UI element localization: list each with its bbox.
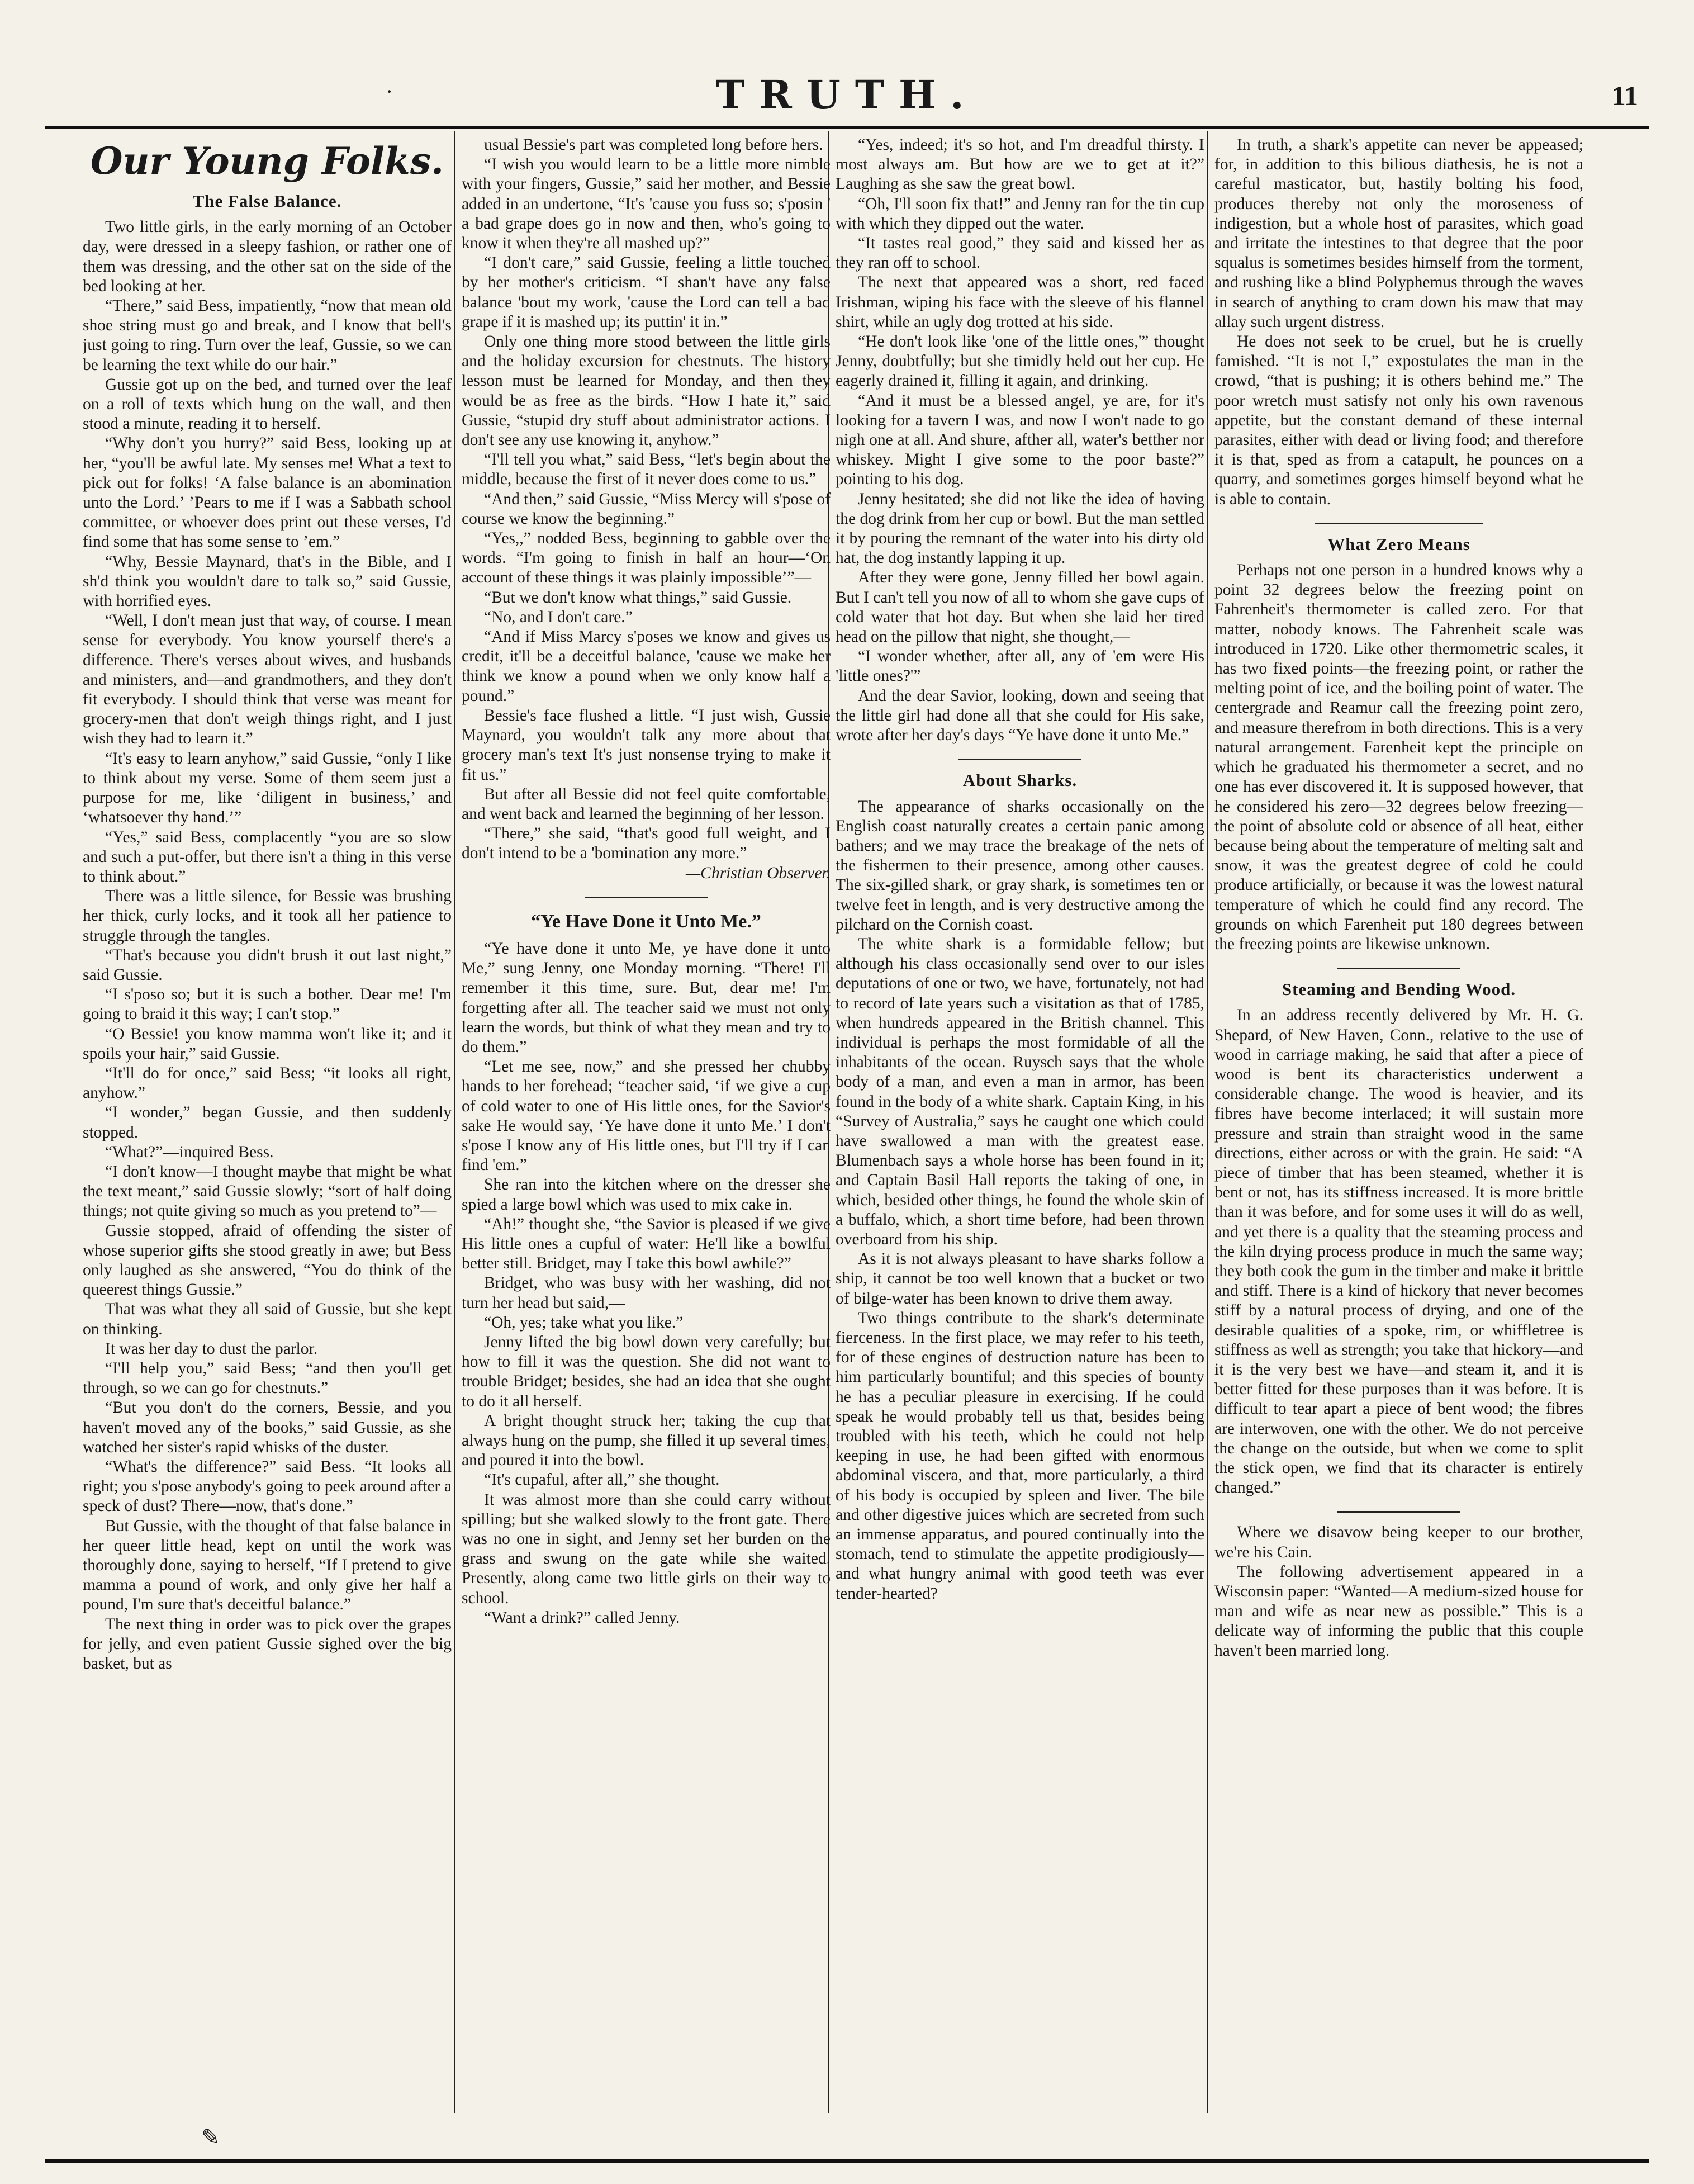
column-3 [836,135,1204,2103]
section-heading-young-folks: Our Young Folks. [91,139,444,183]
story-title-done-unto-me: “Ye Have Done it Unto Me.” [531,911,761,932]
paragraph: “I s'poso so; but it is such a bother. Dear me! I'm going to braid it this way; I can't stop.” [83,986,452,1024]
paragraph: He does not seek to be cruel, but he is cruelly famished. “It is not I,” expostulates the man in the crowd, “that is pushing; it is others behind me.” The poor wretch must satisfy not only his own ravenous appetite, but the constant demand of these internal parasites, either with dead or living food; and therefore it is that, sped as from a catapult, he pounces on a quarry, and sometimes gorges himself beyond what he is able to contain. [1214,333,1583,508]
paragraph: There was a little silence, for Bessie was brushing her thick, curly locks, and it took all her patience to struggle through the tangles. [83,887,452,945]
section-divider [958,759,1081,760]
paragraph: “I wonder,” began Gussie, and then suddenly stopped. [83,1103,452,1141]
story-title-false-balance: The False Balance. [192,191,342,211]
paragraph: “Ah!” thought she, “the Savior is pleased if we give His little ones a cupful of water: He'll like a bowlful better still. Bridget, may I take this bowl awhile?” [462,1215,831,1273]
paragraph: “Why don't you hurry?” said Bess, looking up at her, “you'll be awful late. My senses me! What a text to pick out for folks! ‘A false balance is an abomination unto the Lord.’ ’Pears to me if I was a Sabbath school committee, or whoever does print out these verses, I'd find some that has some sense to ’em.” [83,434,452,551]
article-title-sharks: About Sharks. [962,770,1078,790]
page-number: 11 [1611,80,1638,111]
paragraph: She ran into the kitchen where on the dresser she spied a large bowl which was used to mix cake in. [462,1176,831,1214]
paragraph: It was almost more than she could carry without spilling; but she walked slowly to the front gate. There was no one in sight, and Jenny set her burden on the grass and swung on the gate while she waited. Presently, along came two little girls on their way to school. [462,1490,831,1607]
masthead-ornament-dot: · [386,79,393,104]
header-rule [45,126,1649,129]
article-body-zero [1214,561,1583,954]
story-body-false-balance [83,217,452,1674]
paragraph: “It's cupaful, after all,” she thought. [484,1471,720,1489]
story-continuation-done-unto-me [836,135,1204,745]
paragraph: “I'll tell you what,” said Bess, “let's begin about the middle, because the first of it never does come to us.” [462,451,831,489]
paragraph: “It's easy to learn anyhow,” said Gussie, “only I like to think about my verse. Some of them seem just a purpose for me, like ‘diligent in business,’ and ‘whatsoever thy hand.’” [83,749,452,827]
column-rule-1 [454,131,455,2113]
article-body-sharks [836,797,1204,1604]
paragraph: In truth, a shark's appetite can never be appeased; for, in addition to this bilious diathesis, he is not a careful masticator, but, hastily bolting his food, produces thereby not only the moroseness of indigestion, but a whole host of parasites, which goad and irritate the intestines to that degree that the poor squalus is sometimes besides himself from the torment, and rushing like a blind Polyphemus through the waves in search of anything to cram down his maw that may allay such urgent distress. [1214,136,1583,331]
paragraph: “I don't care,” said Gussie, feeling a little touched by her mother's criticism. “I shan't have any false balance 'bout my work, 'cause the Lord can tell a bad grape if it is mashed up; its puttin' it in.” [462,254,831,331]
section-divider [1337,1511,1460,1513]
paragraph: “Yes,” said Bess, complacently “you are so slow and such a put-offer, but there isn't a thing in this verse to think about.” [83,828,452,885]
paragraph: “Want a drink?” called Jenny. [484,1608,680,1627]
paragraph: But after all Bessie did not feel quite comfortable, and went back and learned the beginning of her lesson. [462,785,831,823]
paragraph: “I'll help you,” said Bess; “and then you'll get through, so we can go for chestnuts.” [83,1359,452,1397]
paragraph: That was what they all said of Gussie, but she kept on thinking. [83,1300,452,1338]
paragraph: The next thing in order was to pick over the grapes for jelly, and even patient Gussie sighed over the big basket, but as [83,1615,452,1673]
paragraph: In an address recently delivered by Mr. H. G. Shepard, of New Haven, Conn., relative to the use of wood in carriage making, he said that after a piece of wood is bent its characteristics underwent a considerable change. The wood is heavier, and its fibres have become interlaced; it will sustain more pressure and strain than straight wood in the same directions, either across or with the grain. He said: “A piece of timber that has been steamed, whether it is bent or not, has its stiffness increased. It is more brittle than it was before, and for some uses it will do as well, and yet there is a quality that the steaming process and the kiln drying process produce in much the same way; they both cook the gum in the timber and make it brittle and stiff. There is a kind of hickory that never becomes stiff by a natural process of drying, and one of the desirable qualities of a spoke, rim, or whiffletree is stiffness as well as strength; you take that hickory—and it is the very best we have—and steam it, and it is better fitted for these purposes than it was before. It is difficult to tear apart a piece of bent wood; the fibres are interwoven, one with the other. We do not perceive the change on the outside, but when we come to split the stick open, we find that its character is entirely changed.” [1214,1006,1583,1497]
paragraph: “I wonder whether, after all, any of 'em were His 'little ones?'” [836,647,1204,685]
miscellany-items [1214,1523,1583,1660]
article-continuation-sharks [1214,135,1583,509]
paragraph: “That's because you didn't brush it out last night,” said Gussie. [83,946,452,984]
bottom-ornament-mark: ✎ [201,2125,220,2150]
footer-rule [45,2159,1649,2163]
section-divider [585,897,708,898]
paragraph: “What's the difference?” said Bess. “It looks all right; you s'pose anybody's going to peek around after a speck of dust? There—now, that's done.” [83,1458,452,1515]
article-title-zero: What Zero Means [1327,534,1470,554]
paragraph: Perhaps not one person in a hundred knows why a point 32 degrees below the freezing point on Fahrenheit's thermometer is called zero. For that matter, nobody knows. The Fahrenheit scale was introduced in 1720. Like other thermometric scales, it has two fixed points—the freezing point, or rather the melting point of ice, and the boiling point of water. The centergrade and Reamur call the freezing point zero, and measure therefrom in both directions. This is a very natural arrangement. Farenheit kept the principle on which he graduated his thermometer a secret, and no one has ever discovered it. It is supposed however, that he considered his zero—32 degrees below freezing—the point of absolute cold or absence of all heat, either because being about the temperature of melting salt and snow, it was the greatest degree of cold he could produce artificially, or because it was the lowest natural temperature of which he could find any record. The grounds on which Farenheit put 180 degrees between the freezing points are likewise unknown. [1214,561,1583,953]
paragraph: The next that appeared was a short, red faced Irishman, wiping his face with the sleeve of his flannel shirt, while an ugly dog trotted at his side. [836,273,1204,331]
paragraph: A bright thought struck her; taking the cup that always hung on the pump, she filled it up several times, and poured it into the bowl. [462,1411,831,1470]
paragraph: The following advertisement appeared in a Wisconsin paper: “Wanted—A medium-sized house for man and wife as near new as possible.” This is a delicate way of informing the public that this couple haven't been married long. [1214,1562,1583,1660]
section-divider [1337,968,1460,969]
paragraph: “Let me see, now,” and she pressed her chubby hands to her forehead; “teacher said, ‘if we give a cup of cold water to one of His little ones, for the Savior's sake He would say, ‘Ye have done it unto Me.’ I don't s'pose I know any of His little ones, but I'll try if I can find 'em.” [462,1058,831,1174]
paragraph: The white shark is a formidable fellow; but although his class occasionally send over to our isles deputations of one or two, we have, fortunately, not had to record of late years such a visitation as that of 1785, when hundreds appeared in the British channel. This individual is perhaps the most formidable of all the inhabitants of the ocean. Ruysch says that the whole body of a man, and even a man in armor, has been found in the body of a white shark. Captain King, in his “Survey of Australia,” says he caught one which could have swallowed a man with the greatest ease. Blumenbach says a whole horse has been found in it; and Captain Basil Hall reports the taking of one, in which, besided other things, he found the whole skin of a buffalo, which, a short time before, had been thrown overboard from his ship. [836,935,1204,1248]
paragraph: Jenny lifted the big bowl down very carefully; but how to fill it was the question. She did not want to trouble Bridget; besides, she had an idea that she ought to do it all herself. [462,1333,831,1410]
paragraph: “But you don't do the corners, Bessie, and you haven't moved any of the books,” said Gussie, as she watched her sister's rapid whisks of the duster. [83,1399,452,1456]
paragraph: “Well, I don't mean just that way, of course. I mean sense for everybody. You know yourself there's a difference. There's verses about wives, and husbands and ministers, and—and grandmothers, and they don't fit everybody. I should think that verse was meant for grocery-men that don't weigh things right, and I just wish they had to learn it.” [83,612,452,748]
paragraph: Gussie got up on the bed, and turned over the leaf on a roll of texts which hung on the wall, and then stood a minute, reading it to herself. [83,375,452,433]
paragraph: As it is not always pleasant to have sharks follow a ship, it cannot be too well known that a bucket or two of bilge-water has been known to drive them away. [836,1250,1204,1307]
paragraph: After they were gone, Jenny filled her bowl again. But I can't tell you now of all to whom she gave cups of cold water that hot day. But when she laid her tired head on the pillow that night, she thought,— [836,568,1204,646]
paragraph: Two little girls, in the early morning of an October day, were dressed in a sleepy fashion, or rather one of them was dressing, and the other sat on the side of the bed looking at her. [83,218,452,295]
paragraph: “I wish you would learn to be a little more nimble with your fingers, Gussie,” said her mother, and Bessie added in an undertone, “It's 'cause you fuss so; s'posin ' a bad grape does go in now and then, who's going to know it when they're all mashed up?” [462,155,831,253]
paragraph: Where we disavow being keeper to our brother, we're his Cain. [1214,1523,1583,1561]
paragraph: Bessie's face flushed a little. “I just wish, Gussie Maynard, you wouldn't talk any more about that grocery man's text It's just nonsense trying to make it fit us.” [462,706,831,784]
masthead [45,67,1649,129]
paragraph: “What?”—inquired Bess. [105,1143,274,1161]
paragraph: “Oh, yes; take what you like.” [484,1313,684,1332]
paragraph: “Yes,,” nodded Bess, beginning to gabble over the words. “I'm going to finish in half an hour—‘On account of these things it was plainly impossible’”— [462,529,831,587]
paragraph: It was her day to dust the parlor. [105,1339,318,1358]
paragraph: Gussie stopped, afraid of offending the sister of whose superior gifts she stood greatly in awe; but Bess only laughed as she answered, “You do think of the queerest things Gussie.” [83,1221,452,1299]
paragraph: usual Bessie's part was completed long before hers. [484,136,823,154]
paragraph: “There,” she said, “that's good full weight, and I don't intend to be a 'bomination any more.” [462,825,831,863]
paragraph: “O Bessie! you know mamma won't like it; and it spoils your hair,” said Gussie. [83,1025,452,1063]
paragraph: “And then,” said Gussie, “Miss Mercy will s'pose of course we know the beginning.” [462,490,831,528]
paragraph: “And if Miss Marcy s'poses we know and gives us credit, it'll be a deceitful balance, 'cause we make her think we know a pound when we only know half a pound.” [462,628,831,705]
column-4 [1214,135,1583,2103]
paragraph: “Yes, indeed; it's so hot, and I'm dreadful thirsty. I most always am. But how are we to get at it?” Laughing as she saw the great bowl. [836,136,1204,193]
paragraph: “I don't know—I thought maybe that might be what the text meant,” said Gussie slowly; “sort of half doing things; not quite giving so much as you pretend to”— [83,1162,452,1220]
paragraph: “No, and I don't care.” [484,608,633,626]
paragraph: Only one thing more stood between the little girls and the holiday excursion for chestnuts. The history lesson must be learned for Monday, and then they would be as free as the birds. “How I hate it,” said Gussie, “stupid dry stuff about administrator actions. I don't see any use knowing it, anyhow.” [462,333,831,449]
column-rule-3 [1207,131,1208,2113]
column-1 [83,135,452,2103]
paragraph: “Ye have done it unto Me, ye have done it unto Me,” sung Jenny, one Monday morning. “There! I'll remember it this time, sure. But, dear me! I'm forgetting after all. The teacher said we must not only learn the words, but think of what they mean and try to do them.” [462,939,831,1056]
story-body-done-unto-me [462,939,831,1628]
newspaper-title: TRUTH. [715,72,979,118]
paragraph: Bridget, who was busy with her washing, did not turn her head but said,— [462,1274,831,1312]
paragraph: “But we don't know what things,” said Gussie. [484,588,792,607]
paragraph: “It tastes real good,” they said and kissed her as they ran off to school. [836,234,1204,272]
source-credit: —Christian Observer. [686,864,831,882]
paragraph: “There,” said Bess, impatiently, “now that mean old shoe string must go and break, and I know that bell's just going to ring. Turn over the leaf, Gussie, so we can be learning the text while do our hair.” [83,297,452,374]
article-title-steaming-wood: Steaming and Bending Wood. [1282,979,1516,999]
paragraph: “Why, Bessie Maynard, that's in the Bible, and I sh'd think you wouldn't dare to talk so,” said Gussie, with horrified eyes. [83,552,452,610]
paragraph: “And it must be a blessed angel, ye are, for it's looking for a tavern I was, and now I won't nade to go nigh one at all. And shure, afther all, water's betther nor whiskey. Might I give some to the poor baste?” pointing to his dog. [836,391,1204,489]
paragraph: Jenny hesitated; she did not like the idea of having the dog drink from her cup or bowl. But the man settled it by pouring the remnant of the water into his dirty old hat, the dog instantly lapping it up. [836,490,1204,567]
paragraph: “He don't look like 'one of the little ones,'” thought Jenny, doubtfully; but she timidly held out her cup. He eagerly drained it, filling it again, and drinking. [836,333,1204,390]
story-continuation-false-balance [462,135,831,864]
paragraph: And the dear Savior, looking, down and seeing that the little girl had done all that she could for His sake, wrote after her day's days “Ye have done it unto Me.” [836,686,1204,745]
paragraph: The appearance of sharks occasionally on the English coast naturally creates a certain panic among bathers; and we may trace the breakage of the nets of the fishermen to their presence, among other causes. The six-gilled shark, or gray shark, is sometimes ten or twelve feet in length, and is very destructive among the pilchard on the Cornish coast. [836,797,1204,934]
article-body-steaming-wood [1214,1006,1583,1498]
column-2 [462,135,831,2103]
paragraph: Two things contribute to the shark's determinate fierceness. In the first place, we may refer to his teeth, for of these engines of destruction nature has been to him particularly bountiful; and this species of bounty he has a peculiar pleasure in exercising. If he could speak he would probably tell us that, besides being troubled with his teeth, which he could not help keeping in use, he had been gifted with enormous abdominal viscera, and that, more particularly, a third of his body is occupied by spleen and liver. The bile and other digestive juices which are secreted from such an immense apparatus, and poured continually into the stomach, tend to stimulate the appetite prodigiously—and what hungry animal with good teeth was ever tender-hearted? [836,1309,1204,1603]
section-divider [1315,523,1483,524]
paragraph: “It'll do for once,” said Bess; “it looks all right, anyhow.” [83,1064,452,1102]
paragraph: But Gussie, with the thought of that false balance in her queer little head, kept on until the work was thoroughly done, saying to herself, “If I pretend to give mamma a pound of work, and only give her half a pound, I'm sure that's deceitful balance.” [83,1517,452,1614]
paragraph: “Oh, I'll soon fix that!” and Jenny ran for the tin cup with which they dipped out the water. [836,195,1204,233]
